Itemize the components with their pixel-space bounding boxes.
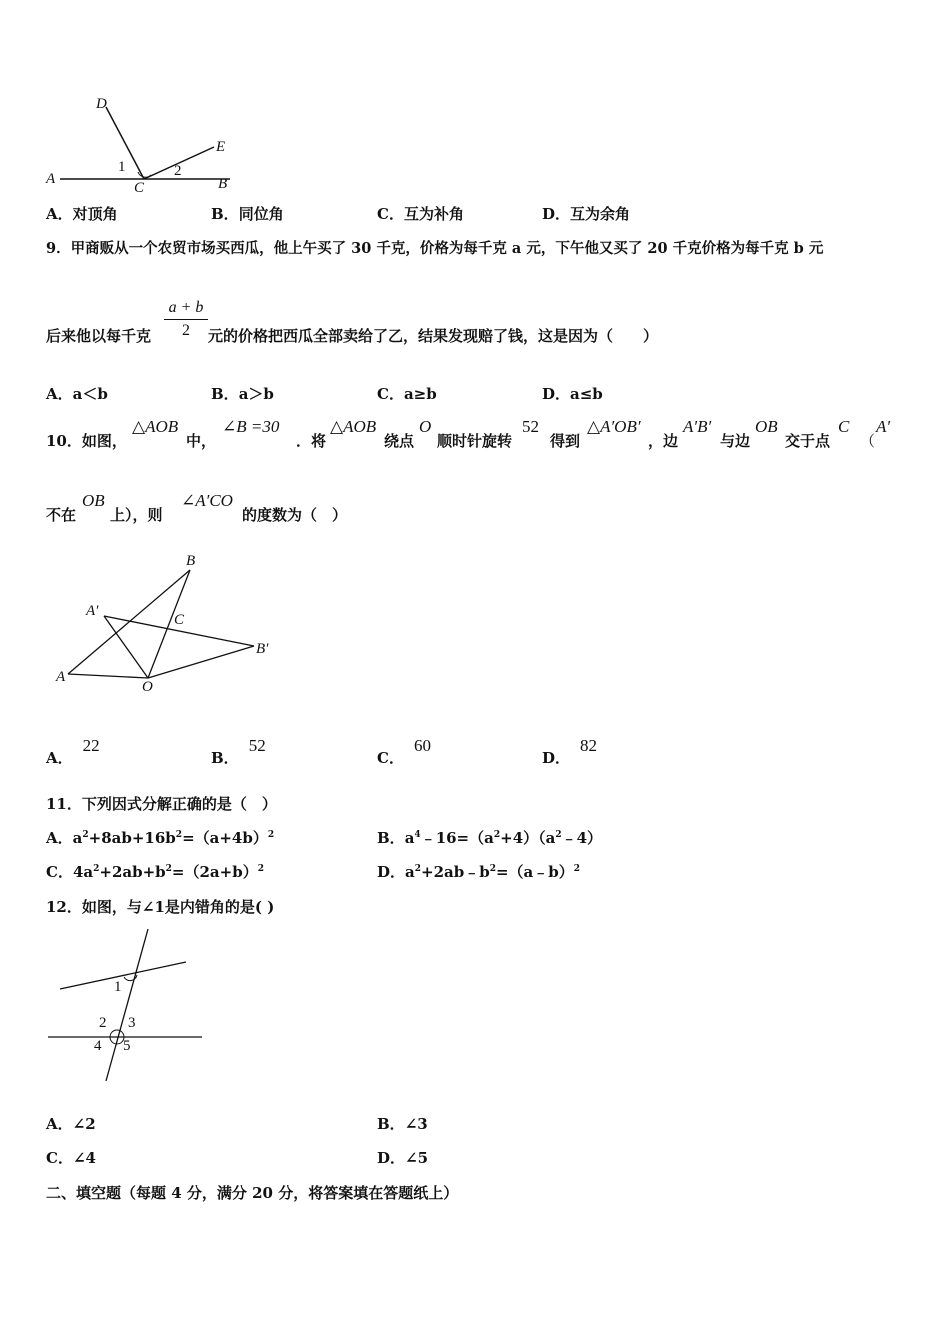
section-2-heading: 二、填空题（每题 4 分，满分 20 分，将答案填在答题纸上） [46,1184,459,1202]
transversal [106,929,148,1081]
label-b: B [218,176,228,192]
q10-line2-math-ob: OB [82,491,105,510]
fig10-label-b1: B′ [256,641,269,657]
fig12-label-1: 1 [114,979,122,995]
q12-option-c[interactable]: C．∠4 [46,1149,96,1167]
q12-transversal-figure [44,925,214,1085]
fig10-label-b: B [186,553,196,569]
q10-text-6: 得到 [550,432,581,450]
q9-stem-line2-before: 后来他以每千克 [46,327,152,345]
q10-line2-text-3: 的度数为（ ） [242,506,348,524]
q10-math-triangle-a1ob1: △A′OB′ [587,417,641,436]
q11-option-b[interactable]: B．$a^4﹣16=(a^2+4)(a^2﹣4)$ [377,829,603,847]
q10-text-10: （ [860,432,876,450]
label-d: D [96,96,107,112]
q8-option-d[interactable]: D．互为余角 [542,205,631,223]
q10-line2-math-angle: ∠A′CO [181,491,233,510]
q10-option-d[interactable]: D．82 [542,736,598,767]
q10-text-4: 绕点 [384,432,415,450]
fig10-label-c: C [174,612,185,628]
q11-option-c[interactable]: C．$4a^2+2ab+b^2=(2a+b)^2$ [46,863,264,881]
q12-stem: 12．如图，与∠1是内错角的是( ) [46,898,275,916]
fig10-label-o: O [142,679,153,695]
q10-option-b[interactable]: B．52 [211,736,266,767]
label-a: A [46,171,56,187]
q9-stem-line1: 9．甲商贩从一个农贸市场买西瓜，他上午买了 30 千克，价格为每千克 a 元，下午他又买了 20 千克价格为每千克 b 元 [46,240,824,257]
fig12-label-5: 5 [123,1038,131,1054]
q8-option-b[interactable]: B．同位角 [211,205,284,223]
q10-math-triangle-aob-2: △AOB [330,417,377,436]
q11-stem: 11．下列因式分解正确的是（ ） [46,795,277,813]
q10-rotation-figure [50,550,290,700]
fig10-label-a1: A′ [86,603,99,619]
upper-line [60,962,186,989]
q10-option-c[interactable]: C．60 [377,736,431,767]
q9-option-d[interactable]: D．a≤b [542,385,603,403]
q11-option-a[interactable]: A．$a^2+8ab+16b^2=(a+4b)^2$ [46,829,275,847]
q9-option-a[interactable]: A．a＜b [46,385,108,403]
q10-math-point-o: O [419,417,432,436]
q10-option-a[interactable]: A．22 [46,736,100,767]
q10-math-c: C [838,417,850,436]
segment-ab [68,570,190,674]
q10-text-1: 10．如图， [46,432,127,450]
segment-ao [68,674,148,678]
q10-math-a1b1: A′B′ [683,417,712,436]
q9-stem-line2-after: 元的价格把西瓜全部卖给了乙，结果发现赔了钱，这是因为（ ） [208,327,659,345]
q10-math-triangle-aob: △AOB [132,417,179,436]
q10-line2-text-1: 不在 [46,506,77,524]
q9-fraction-numerator: a + b [168,299,204,316]
q10-line2-text-2: 上），则 [110,506,163,524]
q10-text-7: ，边 [648,432,679,450]
label-angle-2: 2 [174,163,182,179]
q12-option-b[interactable]: B．∠3 [377,1115,428,1133]
fig12-label-4: 4 [94,1038,102,1054]
fig12-label-3: 3 [128,1015,136,1031]
q11-option-d[interactable]: D．$a^2+2ab﹣b^2=(a﹣b)^2$ [377,863,581,881]
q9-fraction-denominator: 2 [182,322,190,339]
q10-text-8: 与边 [720,432,751,450]
q10-text-3: ．将 [296,432,327,450]
q10-math-a1: A′ [876,417,891,436]
q10-math-angle-b: ∠B =30 [222,417,280,436]
q9-fraction [164,298,208,341]
label-angle-1: 1 [118,159,126,175]
q12-option-d[interactable]: D．∠5 [377,1149,429,1167]
q8-option-a[interactable]: A．对顶角 [46,205,118,223]
q9-fraction-bar [164,319,208,320]
q10-math-ob: OB [755,417,778,436]
q9-option-c[interactable]: C．a≥b [377,385,437,403]
segment-ob1 [148,646,254,678]
fig12-label-2: 2 [99,1015,107,1031]
q10-text-5: 顺时针旋转 [437,432,513,450]
fig10-label-a: A [56,669,66,685]
label-c: C [134,180,145,196]
q12-option-a[interactable]: A．∠2 [46,1115,96,1133]
q10-text-2: 中， [186,432,217,450]
q8-option-c[interactable]: C．互为补角 [377,205,464,223]
q9-option-b[interactable]: B．a＞b [211,385,274,403]
q10-math-52: 52 [522,417,539,436]
label-e: E [216,139,226,155]
q10-text-9: 交于点 [785,432,831,450]
